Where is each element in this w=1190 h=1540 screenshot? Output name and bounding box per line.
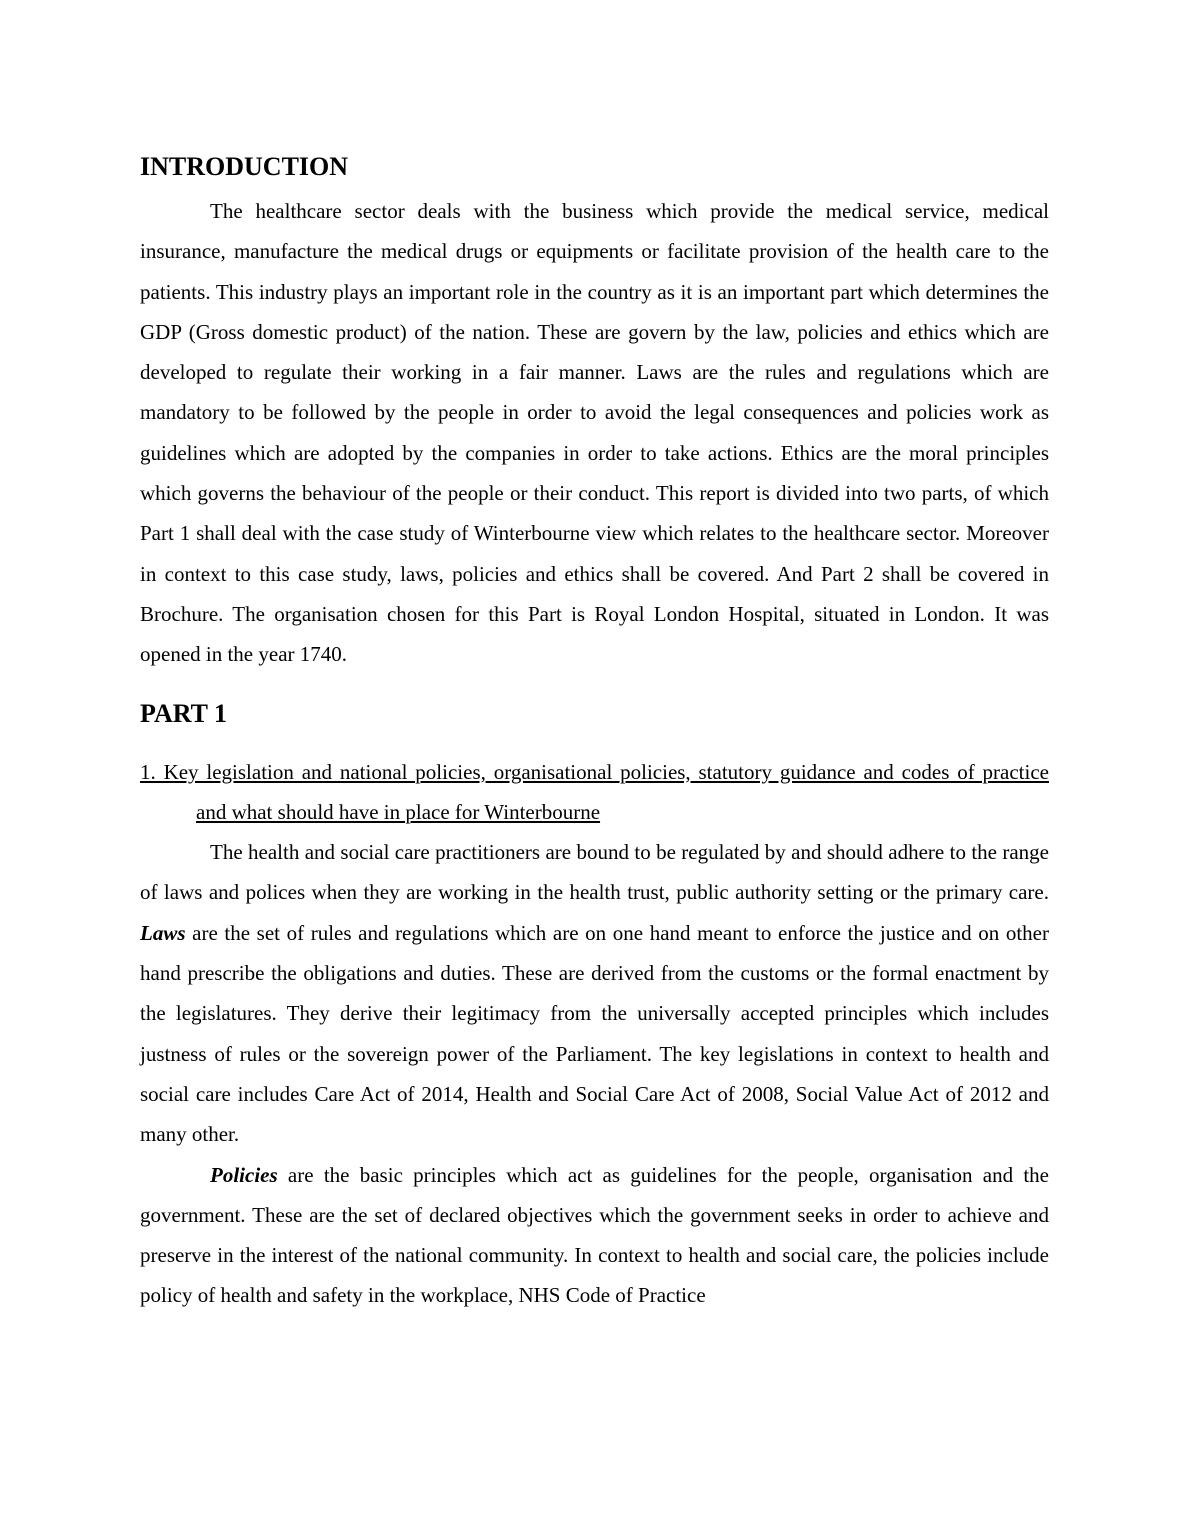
introduction-paragraph: The healthcare sector deals with the business which provide the medical service, medical insurance, manufacture the medical drugs or equipments or facilitate provision of the health care to the patients. This industry plays an important role in the country as it is an important part which determines the GDP (Gross domestic product) of the nation. These are govern by the law, policies and ethics which are developed to regulate their working in a fair manner. Laws are the rules and regulations which are mandatory to be followed by the people in order to avoid the legal consequences and policies work as guidelines which are adopted by the companies in order to take actions. Ethics are the moral principles which governs the behaviour of the people or their conduct. This report is divided into two parts, of which Part 1 shall deal with the case study of Winterbourne view which relates to the healthcare sector. Moreover in context to this case study, laws, policies and ethics shall be covered. And Part 2 shall be covered in Brochure. The organisation chosen for this Part is Royal London Hospital, situated in London. It was opened in the year 1740. [140, 199, 1049, 667]
laws-text-before: The health and social care practitioners are bound to be regulated by and should adhere to the range of laws and polices when they are working in the health trust, public authority setting or the primary care. [140, 840, 1049, 905]
introduction-heading: INTRODUCTION [140, 152, 349, 181]
policies-text-after: are the basic principles which act as guidelines for the people, organisation and the government. These are the set of declared objectives which the government seeks in order to achieve and preserve in the interest of the national community. In context to health and social care, the policies include policy of health and safety in the workplace, NHS Code of Practice [140, 1162, 1049, 1308]
part1-heading: PART 1 [140, 698, 227, 728]
laws-text-after: are the set of rules and regulations which are on one hand meant to enforce the justice and on other hand prescribe the obligations and duties. These are derived from the customs or the formal enactment by the legislatures. They derive their legitimacy from the universally accepted principles which includes justness of rules or the sovereign power of the Parliament. The key legislations in context to health and social care includes Care Act of 2014, Health and Social Care Act of 2008, Social Value Act of 2012 and many other. [140, 920, 1049, 1147]
laws-term: Laws [140, 920, 186, 945]
policies-term: Policies [210, 1162, 278, 1187]
policies-paragraph [140, 1155, 1049, 1316]
document-page [140, 150, 1049, 1316]
laws-paragraph [140, 832, 1049, 1154]
section-1-subheading: 1. Key legislation and national policies, organisational policies, statutory guidance and codes of practice and what should have in place for Winterbourne [140, 759, 1049, 824]
